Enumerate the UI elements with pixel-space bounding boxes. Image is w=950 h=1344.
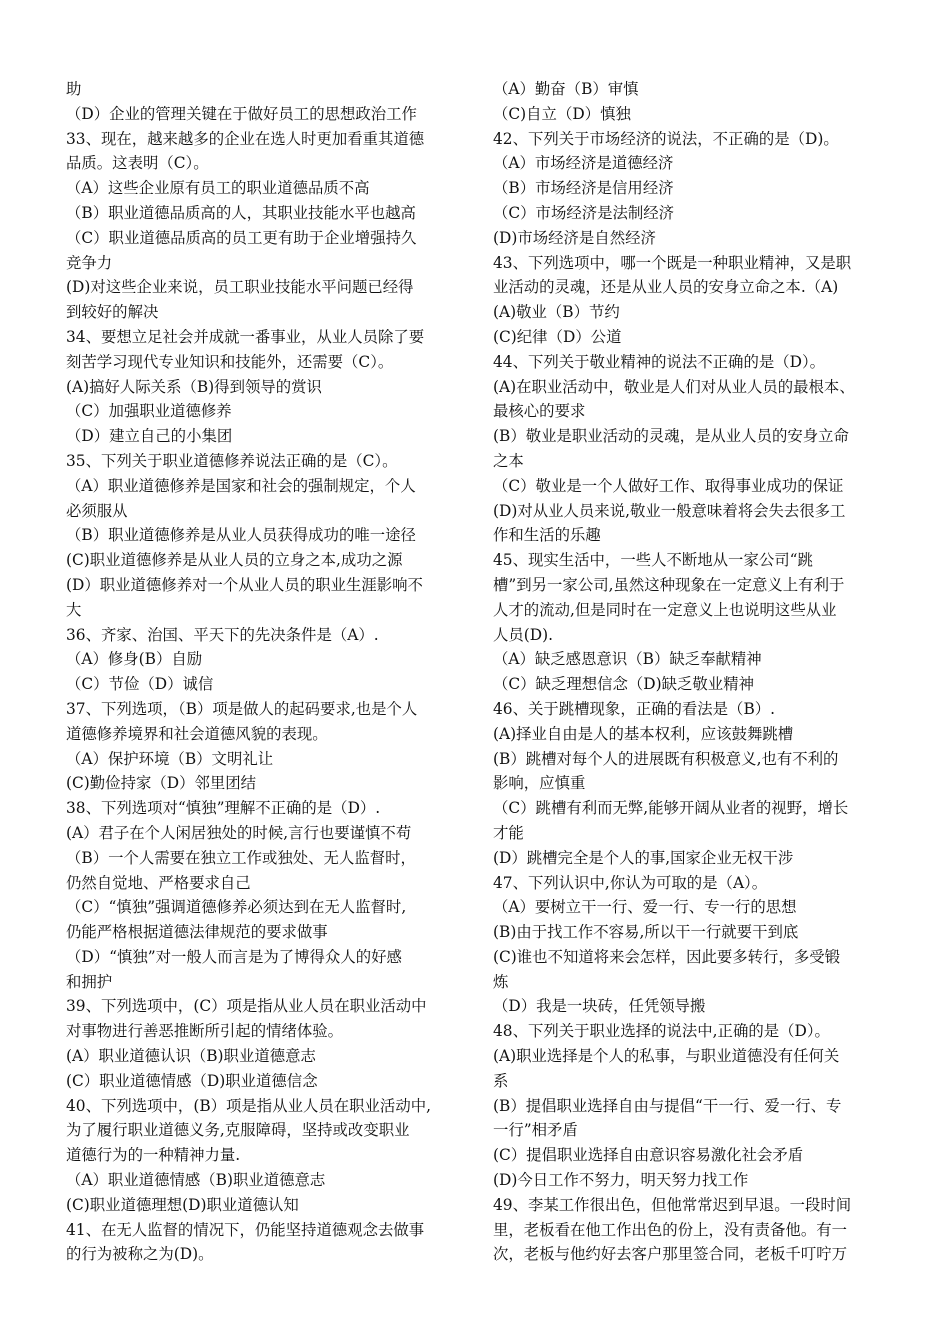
left-text-line: 35、下列关于职业道德修养说法正确的是（C）。 [66, 451, 398, 470]
left-text-line: （B）职业道德品质高的人，其职业技能水平也越高 [66, 203, 416, 222]
left-text-line: 对事物进行善恶推断所引起的情绪体验。 [66, 1022, 344, 1041]
right-text-line: 47、下列认识中,你认为可取的是（A）。 [493, 873, 768, 892]
left-text-line: 大 [66, 600, 82, 619]
left-text-line: 必须服从 [66, 501, 128, 520]
left-text-line: 到较好的解决 [66, 303, 159, 322]
right-text-line: 人员(D). [493, 625, 554, 644]
left-text-line: (A）职业道德认识（B)职业道德意志 [66, 1047, 316, 1066]
right-text-line: （A）市场经济是道德经济 [493, 154, 674, 173]
left-text-line: 竞争力 [66, 253, 113, 272]
left-text-line: 仍能严格根据道德法律规范的要求做事 [66, 923, 328, 942]
left-text-line: 和拥护 [66, 972, 113, 991]
right-text-line: （C）敬业是一个人做好工作、取得事业成功的保证 [493, 476, 844, 495]
right-text-line: 之本 [493, 451, 524, 470]
right-text-line: (D)对从业人员来说,敬业一般意味着将会失去很多工 [493, 501, 846, 520]
right-column [493, 77, 891, 1267]
left-text-line: 助 [66, 80, 82, 98]
right-text-line: 42、下列关于市场经济的说法，不正确的是（D)。 [493, 129, 839, 148]
left-text-line: （B）一个人需要在独立工作或独处、无人监督时， [66, 848, 416, 867]
right-text-line: 才能 [493, 823, 524, 842]
left-text-line: 的行为被称之为(D)。 [66, 1245, 214, 1264]
left-text-line: （C）加强职业道德修养 [66, 402, 232, 421]
right-text-line: (A)敬业（B）节约 [493, 303, 620, 322]
right-text-line: 次，老板与他约好去客户那里签合同，老板千叮咛万 [493, 1245, 847, 1264]
left-text-line: （A）保护环境（B）文明礼让 [66, 749, 274, 768]
left-text-line: （C）节俭（D）诚信 [66, 675, 214, 694]
right-text-line: 44、下列关于敬业精神的说法不正确的是（D）。 [493, 352, 826, 371]
right-text-line: 48、下列关于职业选择的说法中,正确的是（D）。 [493, 1022, 830, 1041]
right-text-line: (B）提倡职业选择自由与提倡“干一行、爱一行、专 [493, 1096, 842, 1115]
left-text-line: 37、下列选项，（B）项是做人的起码要求,也是个人 [66, 699, 418, 718]
left-text-line: 道德行为的一种精神力量. [66, 1146, 241, 1165]
right-text-line: 炼 [493, 972, 509, 991]
right-text-line: 槽”到另一家公司,虽然这种现象在一定意义上有利于 [493, 575, 845, 594]
left-text-line: 40、下列选项中，(B）项是指从业人员在职业活动中, [66, 1096, 431, 1115]
left-column [66, 77, 464, 1267]
left-text-line: （A）这些企业原有员工的职业道德品质不高 [66, 179, 370, 198]
right-text-line: (A)职业选择是个人的私事，与职业道德没有任何关 [493, 1047, 840, 1066]
right-text-line: （B）市场经济是信用经济 [493, 179, 674, 198]
right-text-line: (B）跳槽对每个人的进展既有积极意义,也有不利的 [493, 749, 839, 768]
right-text-line: 系 [493, 1071, 509, 1090]
right-text-line: (D)市场经济是自然经济 [493, 228, 656, 247]
left-text-line: 36、齐家、治国、平天下的先决条件是（A）. [66, 625, 379, 644]
right-text-line: （C）市场经济是法制经济 [493, 203, 675, 222]
left-text-line: 品质。这表明（C）。 [66, 154, 209, 173]
right-text-line: （A）要树立干一行、爱一行、专一行的思想 [493, 898, 797, 917]
right-text-line: (C)谁也不知道将来会怎样，因此要多转行，多受锻 [493, 947, 840, 966]
left-text-line: （B）职业道德修养是从业人员获得成功的唯一途径 [66, 526, 416, 545]
left-text-line: 41、在无人监督的情况下，仍能坚持道德观念去做事 [66, 1220, 425, 1239]
right-text-line: 最核心的要求 [493, 402, 586, 421]
right-text-line: (A)择业自由是人的基本权利，应该鼓舞跳槽 [493, 724, 794, 743]
left-text-line: 33、现在，越来越多的企业在选人时更加看重其道德 [66, 129, 425, 148]
right-text-line: 影响，应慎重 [493, 774, 586, 793]
right-text-line: 46、关于跳槽现象，正确的看法是（B）. [493, 699, 776, 718]
left-text-line: （A）修身(B）自励 [66, 650, 203, 669]
left-text-line: （D）企业的管理关键在于做好员工的思想政治工作 [66, 104, 417, 123]
left-text-line: (C)职业道德理想(D)职业道德认知 [66, 1195, 299, 1214]
right-text-line: (D)今日工作不努力，明天努力找工作 [493, 1171, 749, 1190]
left-text-line: (C）职业道德情感（D)职业道德信念 [66, 1071, 318, 1090]
left-text-line: 刻苦学习现代专业知识和技能外，还需要（C）。 [66, 352, 394, 371]
left-text-line: 道德修养境界和社会道德风貌的表现。 [66, 724, 328, 743]
left-text-line: 仍然自觉地、严格要求自己 [66, 873, 251, 892]
left-text-line: （C）职业道德品质高的员工更有助于企业增强持久 [66, 228, 417, 247]
left-text-line: 39、下列选项中，(C）项是指从业人员在职业活动中 [66, 997, 427, 1016]
right-text-line: (C）提倡职业选择自由意识容易激化社会矛盾 [493, 1146, 804, 1165]
right-text-line: (B）敬业是职业活动的灵魂，是从业人员的安身立命 [493, 427, 849, 446]
right-text-line: （D）我是一块砖，任凭领导搬 [493, 997, 706, 1016]
left-text-line: 38、下列选项对“慎独”理解不正确的是（D）. [66, 799, 381, 818]
right-text-line: (D）跳槽完全是个人的事,国家企业无权干涉 [493, 848, 794, 867]
left-text-line: (D）职业道德修养对一个从业人员的职业生涯影响不 [66, 575, 423, 594]
right-text-line: (A)在职业活动中，敬业是人们对从业人员的最根本、 [493, 377, 855, 396]
right-text-line: （A）缺乏感恩意识（B）缺乏奉献精神 [493, 650, 762, 669]
left-text-line: （A）职业道德情感（B)职业道德意志 [66, 1171, 326, 1190]
left-text-line: (A）君子在个人闲居独处的时候,言行也要谨慎不苟 [66, 823, 412, 842]
right-text-line: （C）缺乏理想信念（D)缺乏敬业精神 [493, 675, 754, 694]
right-text-line: 43、下列选项中，哪一个既是一种职业精神，又是职 [493, 253, 852, 272]
right-text-line: 人才的流动,但是同时在一定意义上也说明这些从业 [493, 600, 837, 619]
right-text-line: 业活动的灵魂，还是从业人员的安身立命之本.（A) [493, 278, 839, 297]
left-text-line: 为了履行职业道德义务,克服障碍，坚持或改变职业 [66, 1121, 410, 1140]
left-text-line: (C)勤俭持家（D）邻里团结 [66, 774, 257, 793]
left-text-line: （C）“慎独”强调道德修养必须达到在无人监督时, [66, 898, 407, 917]
right-text-line: 里，老板看在他工作出色的份上，没有责备他。有一 [493, 1220, 847, 1239]
left-text-line: (C)职业道德修养是从业人员的立身之本,成功之源 [66, 551, 403, 570]
left-text-line: (A)搞好人际关系（B)得到领导的赏识 [66, 377, 322, 396]
right-text-line: （C)自立（D）慎独 [493, 104, 631, 123]
left-text-line: (D)对这些企业来说，员工职业技能水平问题已经得 [66, 278, 414, 297]
right-text-line: （C）跳槽有利而无弊,能够开阔从业者的视野，增长 [493, 799, 849, 818]
left-text-line: （D）“慎独”对一般人而言是为了博得众人的好感 [66, 947, 402, 966]
left-text-line: （D）建立自己的小集团 [66, 427, 233, 446]
right-text-line: 49、李某工作很出色，但他常常迟到早退。一段时间 [493, 1195, 852, 1214]
right-text-line: 作和生活的乐趣 [493, 526, 601, 545]
right-text-line: （A）勤奋（B）审慎 [493, 80, 639, 98]
left-text-line: （A）职业道德修养是国家和社会的强制规定，个人 [66, 476, 416, 495]
right-text-line: (C)纪律（D）公道 [493, 327, 622, 346]
right-text-line: 45、现实生活中，一些人不断地从一家公司“跳 [493, 551, 813, 570]
right-text-line: (B)由于找工作不容易,所以干一行就要干到底 [493, 923, 799, 942]
left-text-line: 34、要想立足社会并成就一番事业，从业人员除了要 [66, 327, 425, 346]
right-text-line: 一行”相矛盾 [493, 1121, 578, 1140]
